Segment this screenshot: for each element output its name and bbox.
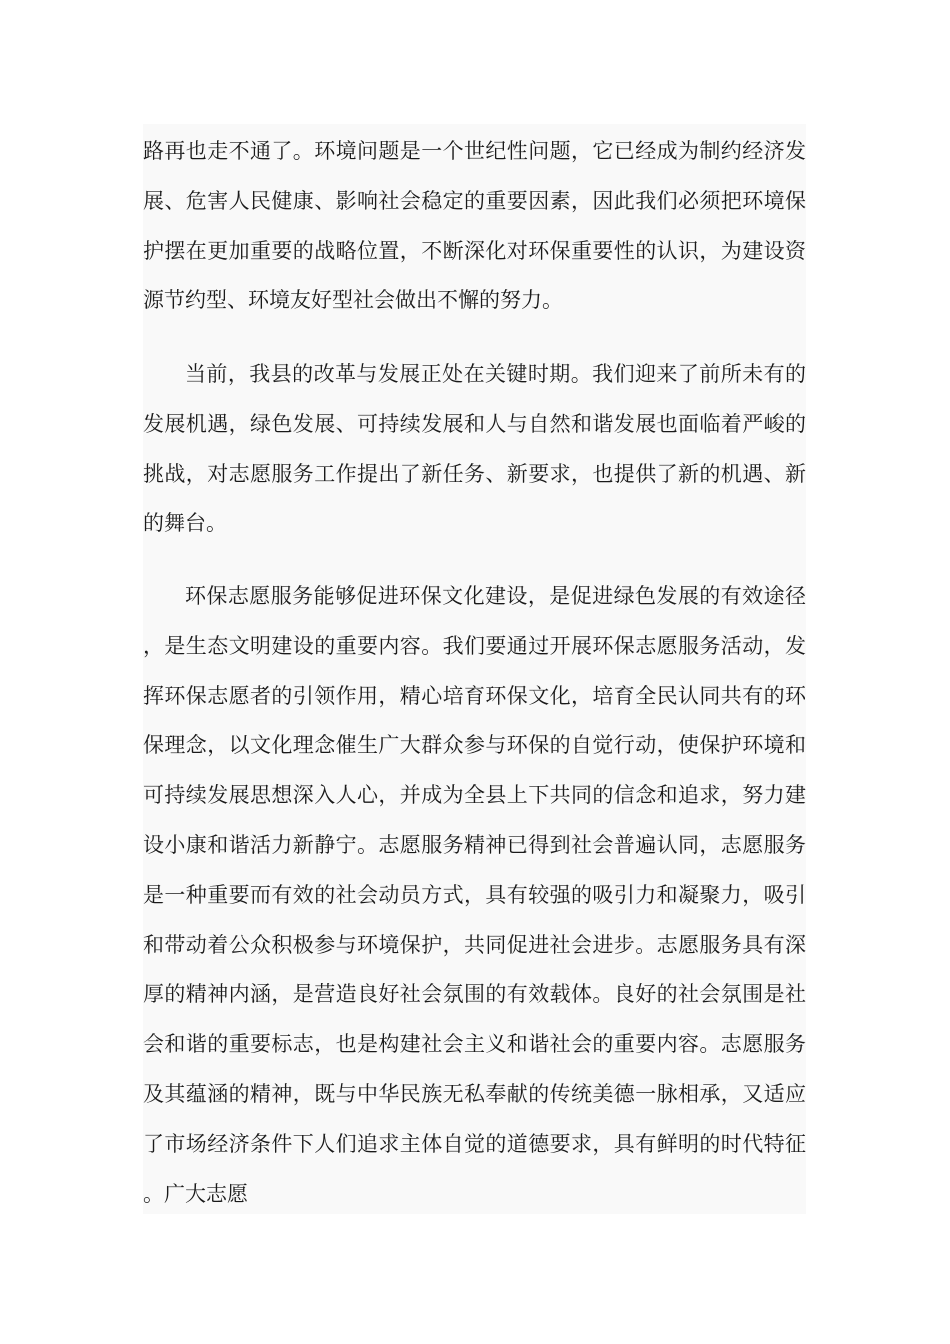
paragraph-1: 路再也走不通了。环境问题是一个世纪性问题，它已经成为制约经济发展、危害人民健康、影响社会稳定的重要因素，因此我们必须把环境保护摆在更加重要的战略位置，不断深化对环保重要性的认识，为建设资源节约型、环境友好型社会做出不懈的努力。 xyxy=(143,139,806,313)
paragraph-3: 环保志愿服务能够促进环保文化建设，是促进绿色发展的有效途径，是生态文明建设的重要内容。我们要通过开展环保志愿服务活动，发挥环保志愿者的引领作用，精心培育环保文化，培育全民认同共有的环保理念，以文化理念催生广大群众参与环保的自觉行动，使保护环境和可持续发展思想深入人心，并成为全县上下共同的信念和追求，努力建设小康和谐活力新静宁。志愿服务精神已得到社会普遍认同，志愿服务是一种重要而有效的社会动员方式，具有较强的吸引力和凝聚力，吸引和带动着公众积极参与环境保护，共同促进社会进步。志愿服务具有深厚的精神内涵，是营造良好社会氛围的有效载体。良好的社会氛围是社会和谐的重要标志，也是构建社会主义和谐社会的重要内容。志愿服务及其蕴涵的精神，既与中华民族无私奉献的传统美德一脉相承，又适应了市场经济条件下人们追求主体自觉的道德要求，具有鲜明的时代特征。广大志愿 xyxy=(143,584,806,1206)
document-text-area xyxy=(143,124,806,1214)
paragraph-2: 当前，我县的改革与发展正处在关键时期。我们迎来了前所未有的发展机遇，绿色发展、可持续发展和人与自然和谐发展也面临着严峻的挑战，对志愿服务工作提出了新任务、新要求，也提供了新的机遇、新的舞台。 xyxy=(143,362,806,536)
